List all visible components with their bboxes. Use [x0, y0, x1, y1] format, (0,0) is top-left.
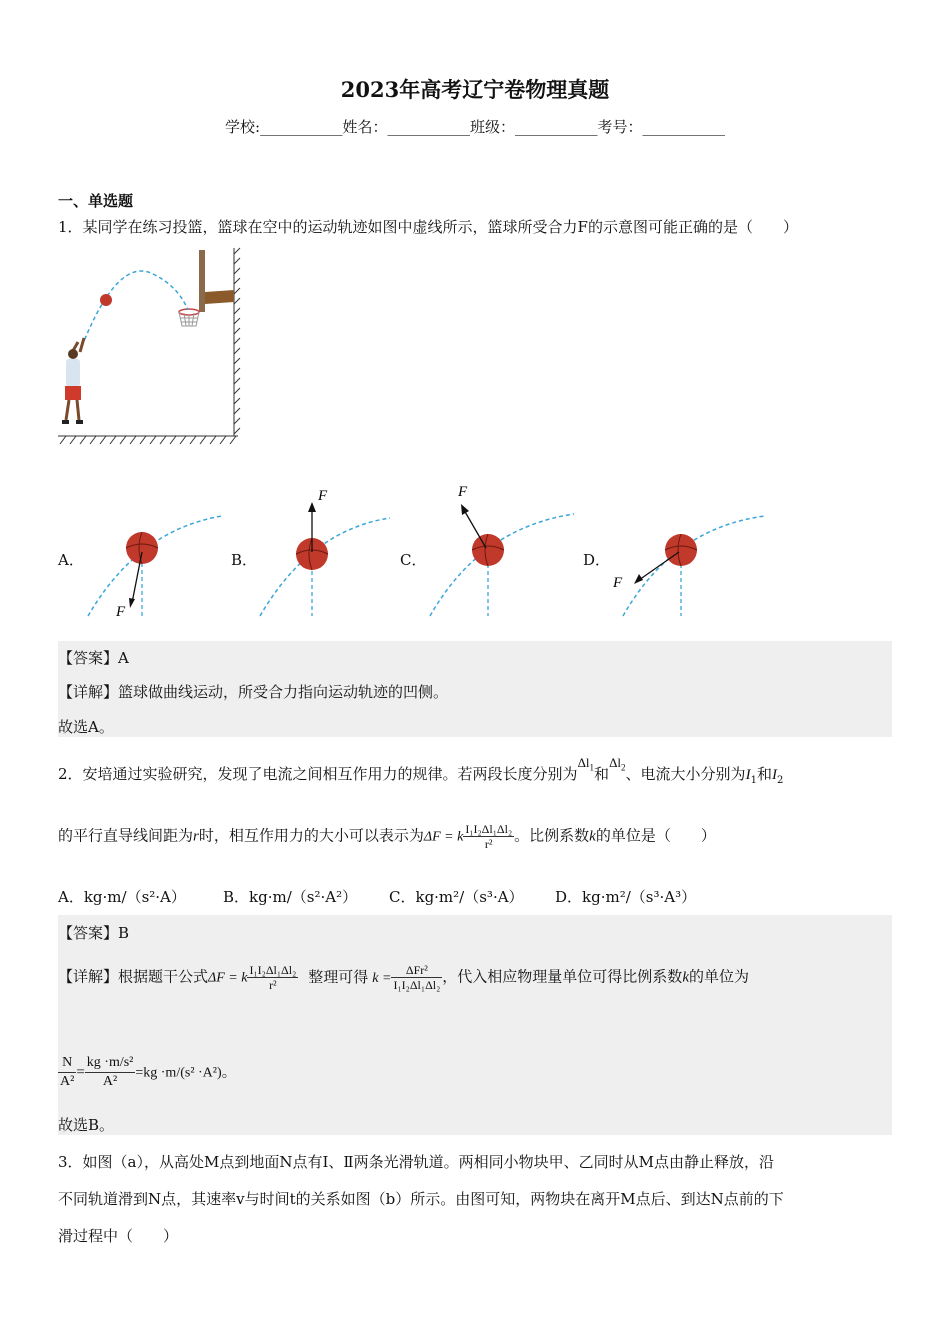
- trajectory: [430, 514, 574, 616]
- question-2-line1: 2．安培通过实验研究，发现了电流之间相互作用力的规律。若两段长度分别为$\Delta l_1$和$\Delta l_2$、电流大小分别为$I_1$和$I_2$: [58, 755, 784, 786]
- q1-conclusion: 故选A。: [58, 718, 114, 736]
- option-c-figure: [420, 478, 580, 626]
- q2-answer-box: [58, 915, 892, 1135]
- wall: [234, 248, 240, 436]
- option-a-figure: [78, 508, 228, 626]
- option-d-figure: [605, 508, 770, 626]
- basketball: [472, 534, 504, 566]
- q2-option-c: C．kg·m²/（s³·A）: [389, 888, 524, 906]
- force-arrow: [639, 552, 679, 580]
- question-3-line2: 不同轨道滑到N点，其速率v与时间t的关系如图（b）所示。由图可知，两物块在离开M点后、到达N点前的下: [58, 1190, 784, 1208]
- floor: [58, 436, 238, 444]
- trajectory: [88, 516, 222, 616]
- trajectory: [82, 271, 188, 346]
- hoop-bracket: [205, 290, 234, 304]
- basketball: [100, 294, 112, 306]
- force-label: F: [458, 484, 468, 500]
- q2-answer: 【答案】B: [58, 924, 130, 942]
- trajectory: [260, 518, 390, 616]
- q2-option-b: B．kg·m/（s²·A²）: [223, 888, 358, 906]
- trajectory: [623, 516, 765, 616]
- option-c-label: C．: [400, 551, 427, 569]
- basketball: [126, 532, 158, 564]
- section-title: 一、单选题: [58, 192, 134, 210]
- hoop-net: [179, 309, 199, 326]
- question-2-line2: 的平行直导线间距为r时，相互作用力的大小可以表示为ΔF = k $\frac{\text{I₁I₂Δl₁Δl₂}}{\text{r²}}$ 。比例系数k的单位是（ ）: [58, 822, 716, 851]
- force-label: F: [116, 604, 126, 620]
- option-a-label: A．: [58, 551, 84, 569]
- basketball: [665, 534, 697, 566]
- question-1-text: 1．某同学在练习投篮，篮球在空中的运动轨迹如图中虚线所示，篮球所受合力F的示意图可能正确的是（ ）: [58, 218, 798, 236]
- backboard: [199, 250, 205, 312]
- q2-unit-derivation: $\frac{N}{\text{A²}}$ = $\frac{\text{kg ·m/s²}}{\text{A²}}$ =kg ·m/(s² ·A²)。: [60, 1055, 237, 1089]
- option-b-label: B．: [231, 551, 258, 569]
- q1-main-figure: [58, 246, 248, 451]
- force-label: F: [613, 575, 623, 591]
- q2-detail: 【详解】根据题干公式ΔF = k $\frac{\text{I₁I₂Δl₁Δl₂}}{\text{r²}}$ 整理可得 k = $\frac{\text{ΔFr²}}{\text{I₁I₂Δl₁Δl₂}}$ ，代入相应物理量单位可得比例系数k的单位为: [58, 963, 749, 992]
- q2-option-d: D．kg·m²/（s³·A³）: [555, 888, 697, 906]
- force-label: F: [318, 488, 328, 504]
- option-b-figure: [250, 482, 400, 626]
- page-title: 2023年高考辽宁卷物理真题: [340, 77, 610, 102]
- question-3-line1: 3．如图（a），从高处M点到地面N点有Ⅰ、Ⅱ两条光滑轨道。两相同小物块甲、乙同时从M点由静止释放，沿: [58, 1153, 774, 1171]
- player-figure: [62, 338, 84, 424]
- student-info-line: 学校:___________姓名：___________班级：___________考号：___________: [224, 118, 726, 136]
- q2-conclusion: 故选B。: [58, 1116, 115, 1134]
- q1-detail: 【详解】篮球做曲线运动，所受合力指向运动轨迹的凹侧。: [58, 683, 449, 701]
- option-d-label: D．: [583, 551, 611, 569]
- question-3-line3: 滑过程中（ ）: [58, 1227, 179, 1245]
- q1-answer: 【答案】A: [58, 649, 129, 667]
- q2-option-a: A．kg·m/（s²·A）: [58, 888, 186, 906]
